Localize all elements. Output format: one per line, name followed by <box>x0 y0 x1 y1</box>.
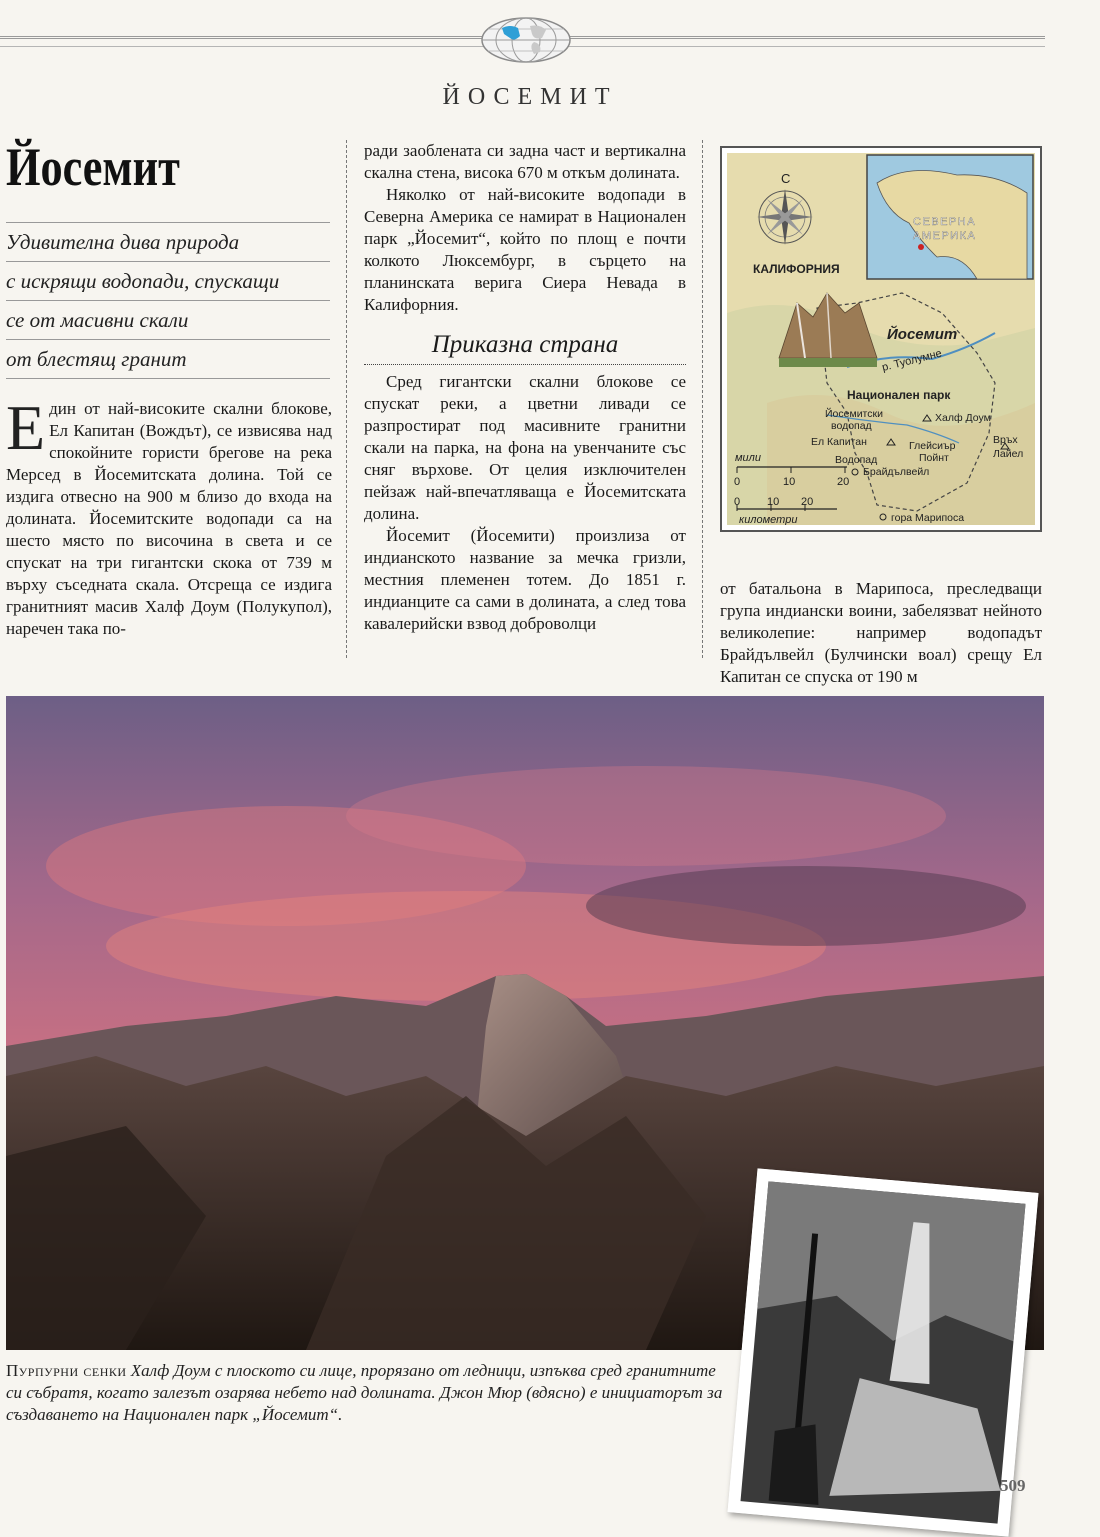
scale-tick: 0 <box>734 496 741 508</box>
paragraph: Сред гигантски скални блокове се спускат реки, а цветни ливади се разпростират под масивните гранитни скали на парка, на фона на увенчаните със сняг върхове. От целия изключителен пейзаж най-впечатляваща е Йосемитската долина. <box>364 372 686 523</box>
caption-text: Халф Доум с плоското си лице, прорязано от ледници, изпъква сред гранитните си събратя, когато залезът озарява небето над долината. Джон Мюр (вдясно) е инициаторът за създаването на Национален парк „Йосемит“. <box>6 1361 723 1424</box>
landmark-label: Глейсиър <box>909 440 956 452</box>
globe-icon <box>480 16 572 64</box>
scale-tick: 10 <box>783 476 796 488</box>
subtitle-line: с искрящи водопади, спускащи <box>6 261 330 300</box>
scale-miles-label: мили <box>735 452 761 464</box>
inset-label: СЕВЕРНА <box>913 216 977 228</box>
column-1 <box>6 392 332 640</box>
river-label: р. Туолумне <box>880 347 944 374</box>
subtitle-line: от блестящ гранит <box>6 339 330 379</box>
intro-text: дин от най-високите скални блокове, Ел Капитан (Вождът), се извисява над спокойните гористи брегове на река Мерсед в Йосемитската долина. Той се издига отвесно на 900 м близо до входа на долината. Йосемитските водопади са на шесто място по височина в света и се спускат на три гигантски скока от 739 м върху съседната скала. Отсреща се издига гранитният масив Халф Доум (Полукупол), наречен така по- <box>6 399 332 638</box>
scale-km-label: километри <box>739 514 798 525</box>
subtitle <box>6 222 330 379</box>
landmark-label: Връх <box>993 434 1018 446</box>
column-divider <box>346 140 347 658</box>
scale-tick: 20 <box>837 476 850 488</box>
running-head: ЙОСЕМИТ <box>442 84 618 110</box>
section-heading: Приказна страна <box>364 334 686 365</box>
scale-tick: 0 <box>734 476 741 488</box>
photo-caption <box>6 1360 736 1426</box>
page-title: Йосемит <box>6 137 180 197</box>
landmark-label: Халф Доум <box>935 412 991 424</box>
caption-lead: Пурпурни сенки <box>6 1361 127 1380</box>
john-muir-bw-photo <box>728 1168 1039 1536</box>
landmark-label: водопад <box>831 420 872 432</box>
landmark-label: Водопад <box>835 454 878 466</box>
drop-cap: Е <box>6 392 46 463</box>
subtitle-line: Удивителна дива природа <box>6 222 330 261</box>
landmark-label: гора Марипоса <box>891 512 965 524</box>
paragraph: Йосемит (Йосемити) произлиза от индианското название за мечка гризли, местния племенен тотем. До 1851 г. индианците са сами в долината, а след това кавалерийски взвод доброволци <box>364 526 686 633</box>
park-label: Национален парк <box>847 388 951 402</box>
landmark-label: Пойнт <box>919 452 949 464</box>
intro-paragraph <box>6 392 332 640</box>
landmark-label: Йосемитски <box>825 408 883 420</box>
page-number: 509 <box>1000 1476 1026 1495</box>
paragraph: от батальона в Марипоса, преследващи група индиански воини, забелязват нейното великолепие: например водопадът Брайдълвейл (Булчински воал) срещу Ел Капитан се спуска от 190 м <box>720 579 1042 686</box>
column-divider <box>702 140 703 658</box>
state-label: КАЛИФОРНИЯ <box>753 262 840 276</box>
park-name-label: Йосемит <box>887 326 958 343</box>
compass-label: С <box>781 171 791 186</box>
landmark-label: Лайел <box>993 448 1024 460</box>
subtitle-line: се от масивни скали <box>6 300 330 339</box>
paragraph: ради заоблената си задна част и вертикална скална стена, висока 670 м откъм долината. <box>364 141 686 182</box>
park-map <box>720 146 1042 532</box>
column-2 <box>364 140 686 635</box>
paragraph: Няколко от най-високите водопади в Северна Америка се намират в Национален парк „Йосемит“, който по площ е почти колкото Люксембург, в сърцето на планинската верига Сиера Невада в Калифорния. <box>364 185 686 314</box>
scale-tick: 10 <box>767 496 780 508</box>
landmark-label: Брайдълвейл <box>863 466 930 478</box>
inset-label: АМЕРИКА <box>913 230 977 242</box>
scale-tick: 20 <box>801 496 814 508</box>
column-3 <box>720 578 1042 688</box>
landmark-label: Ел Капитан <box>811 436 867 448</box>
